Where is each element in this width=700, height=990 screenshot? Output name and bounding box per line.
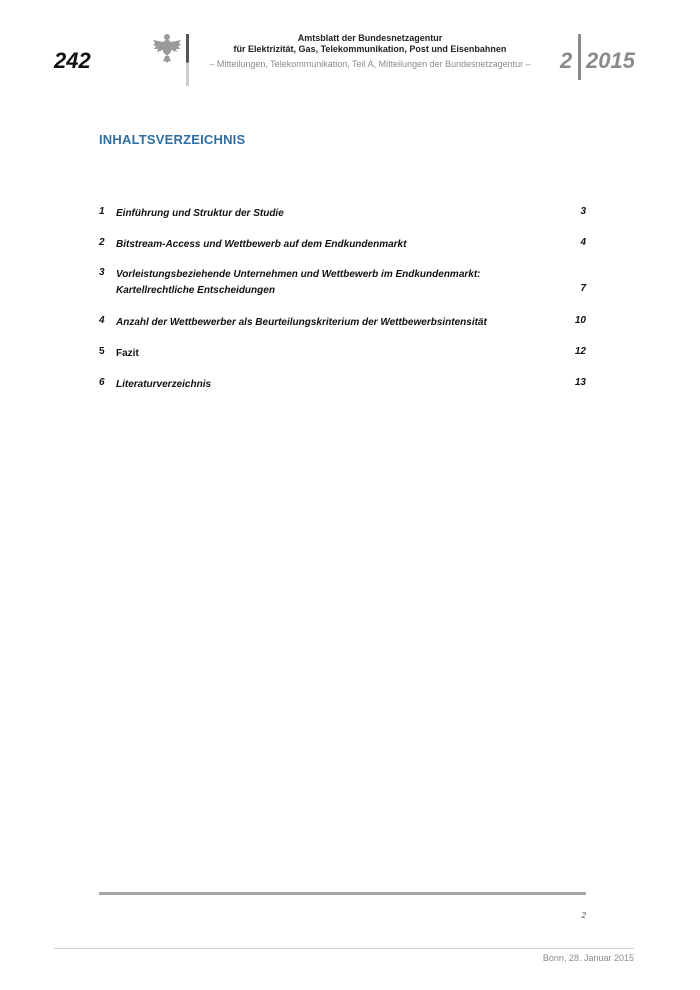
toc-entry-number: 5 <box>99 346 105 357</box>
toc-entry-page: 4 <box>580 237 586 248</box>
footer-date: Bonn, 28. Januar 2015 <box>542 953 634 963</box>
content-bottom-rule <box>99 892 586 895</box>
toc-entry-page: 12 <box>574 346 586 357</box>
header-divider <box>186 34 189 86</box>
issue-divider <box>578 34 581 80</box>
toc-entry-number: 3 <box>99 267 105 278</box>
toc-entry-page: 10 <box>574 315 586 326</box>
issue-year: 2015 <box>586 48 635 73</box>
footer-rule <box>54 948 634 949</box>
toc-entry-title: Fazit <box>116 348 139 359</box>
toc-entry-page: 3 <box>580 206 586 217</box>
inner-page-number: 2 <box>581 911 586 920</box>
toc-entry-title: Bitstream-Access und Wettbewerb auf dem Endkundenmarkt <box>116 239 407 250</box>
page-number: 242 <box>54 48 91 73</box>
toc-heading: INHALTSVERZEICHNIS <box>99 132 246 147</box>
journal-title: Amtsblatt der Bundesnetzagentur <box>297 33 443 43</box>
federal-eagle-icon <box>152 32 182 64</box>
issue-number: 2 <box>560 48 573 73</box>
toc-entry-number: 2 <box>99 237 105 248</box>
toc-entry-number: 6 <box>99 377 105 388</box>
section-subtitle: – Mitteilungen, Telekommunikation, Teil A, Mitteilungen der Bundesnetzagentur – <box>209 59 531 69</box>
toc-entry-title: Einführung und Struktur der Studie <box>116 208 284 219</box>
journal-subtitle: für Elektrizität, Gas, Telekommunikation, Post und Eisenbahnen <box>233 44 507 54</box>
toc-entry-page: 7 <box>580 283 586 294</box>
toc-entry-title: Vorleistungsbeziehende Unternehmen und Wettbewerb im Endkundenmarkt: Kartellrechtliche Entscheidungen <box>116 269 481 296</box>
toc-entry-title: Literaturverzeichnis <box>116 379 212 390</box>
toc-entry-number: 1 <box>99 206 105 217</box>
toc-entry-number: 4 <box>99 315 105 326</box>
toc-entry-title: Anzahl der Wettbewerber als Beurteilungskriterium der Wettbewerbsintensität <box>116 317 487 328</box>
toc-entry-page: 13 <box>574 377 586 388</box>
